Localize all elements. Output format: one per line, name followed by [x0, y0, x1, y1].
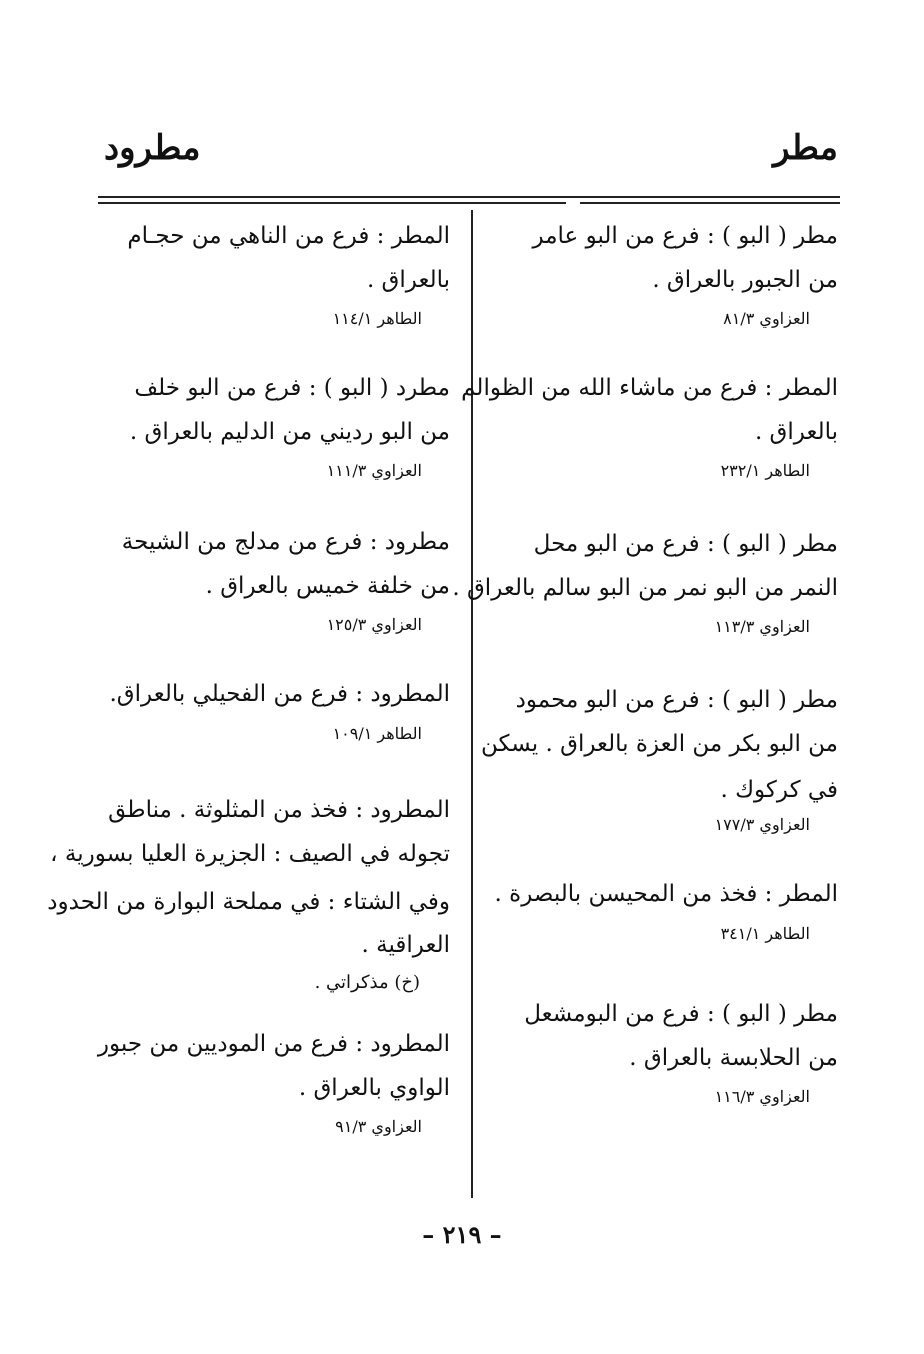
entry-line: المطر : فرع من ماشاء الله من الظوالم: [461, 375, 838, 401]
entry-reference: العزاوي ١٧٧/٣: [714, 815, 810, 834]
entry-line: في كركوك .: [720, 777, 838, 803]
header-rule-bottom-left: [98, 202, 566, 204]
running-head-right: مطر: [773, 128, 838, 168]
header-rule-bottom-right: [580, 202, 840, 204]
entry-line: من الجبور بالعراق .: [652, 267, 838, 293]
entry-reference: العزاوي ١٢٥/٣: [326, 615, 422, 634]
entry-line: مطر ( البو ) : فرع من البومشعل: [524, 1001, 838, 1027]
entry: [498, 218, 838, 332]
entry-reference: الطاهر ١١٤/١: [332, 309, 422, 328]
entry: [498, 996, 838, 1110]
entry-reference: الطاهر ١٠٩/١: [332, 724, 422, 743]
entry-line: المطرود : فرع من الفحيلي بالعراق.: [109, 681, 450, 707]
entry-reference: الطاهر ٢٣٢/١: [720, 461, 810, 480]
entry-reference: العزاوي ٨١/٣: [723, 309, 810, 328]
entry: [97, 1026, 450, 1140]
entry-reference: العزاوي ١١٣/٣: [714, 617, 810, 636]
entry-reference: العزاوي ١١٦/٣: [714, 1087, 810, 1106]
entry-reference: العزاوي ١١١/٣: [326, 461, 422, 480]
page-number: – ٢١٩ –: [422, 1220, 502, 1249]
entry: [104, 676, 450, 756]
entry-line: مطر ( البو ) : فرع من البو محل: [533, 531, 838, 557]
entry-line: المطرود : فخذ من المثلوثة . مناطق: [108, 797, 450, 823]
entry-line: مطر ( البو ) : فرع من البو محمود: [515, 687, 838, 713]
entry: [104, 370, 450, 484]
entry: [104, 524, 450, 638]
right-column: [452, 214, 838, 1110]
entry-line: المطر : فرع من الناهي من حجـام: [127, 223, 450, 249]
entry-line: من الحلابسة بالعراق .: [629, 1045, 838, 1071]
entry-line: تجوله في الصيف : الجزيرة العليا بسورية ،: [50, 841, 450, 867]
entry-line: من خلفة خميس بالعراق .: [205, 573, 450, 599]
entry-line: من البو بكر من العزة بالعراق . يسكن: [481, 731, 838, 757]
entry-line: الواوي بالعراق .: [298, 1075, 450, 1101]
entry: [461, 370, 838, 484]
entry-line: مطر ( البو ) : فرع من البو عامر: [532, 223, 838, 249]
entry-reference: الطاهر ٣٤١/١: [720, 924, 810, 943]
entry-line: مطرد ( البو ) : فرع من البو خلف: [134, 375, 450, 401]
column-divider: [471, 210, 473, 1198]
entry-line: مطرود : فرع من مدلج من الشيحة: [121, 529, 450, 555]
running-head-left: مطرود: [104, 128, 201, 168]
entry: [104, 218, 450, 332]
entry-line: بالعراق .: [366, 267, 450, 293]
left-column: [47, 214, 450, 1140]
entry-note: (خ) مذكراتي .: [314, 972, 420, 993]
entry: [47, 792, 450, 1000]
entry: [481, 682, 838, 840]
entry-line: المطر : فخذ من المحيسن بالبصرة .: [494, 881, 838, 907]
entry-line: المطرود : فرع من الموديين من جبور: [97, 1031, 450, 1057]
entry-line: بالعراق .: [754, 419, 838, 445]
entry-reference: العزاوي ٩١/٣: [335, 1117, 422, 1136]
entry: [452, 526, 838, 640]
entry-line: من البو رديني من الدليم بالعراق .: [129, 419, 450, 445]
entry-line: وفي الشتاء : في مملحة البوارة من الحدود: [47, 889, 450, 915]
header-rule-top: [98, 196, 840, 198]
entry: [494, 876, 838, 956]
entry-line: النمر من البو نمر من البو سالم بالعراق .: [452, 575, 838, 601]
entry-line: العراقية .: [361, 932, 450, 958]
